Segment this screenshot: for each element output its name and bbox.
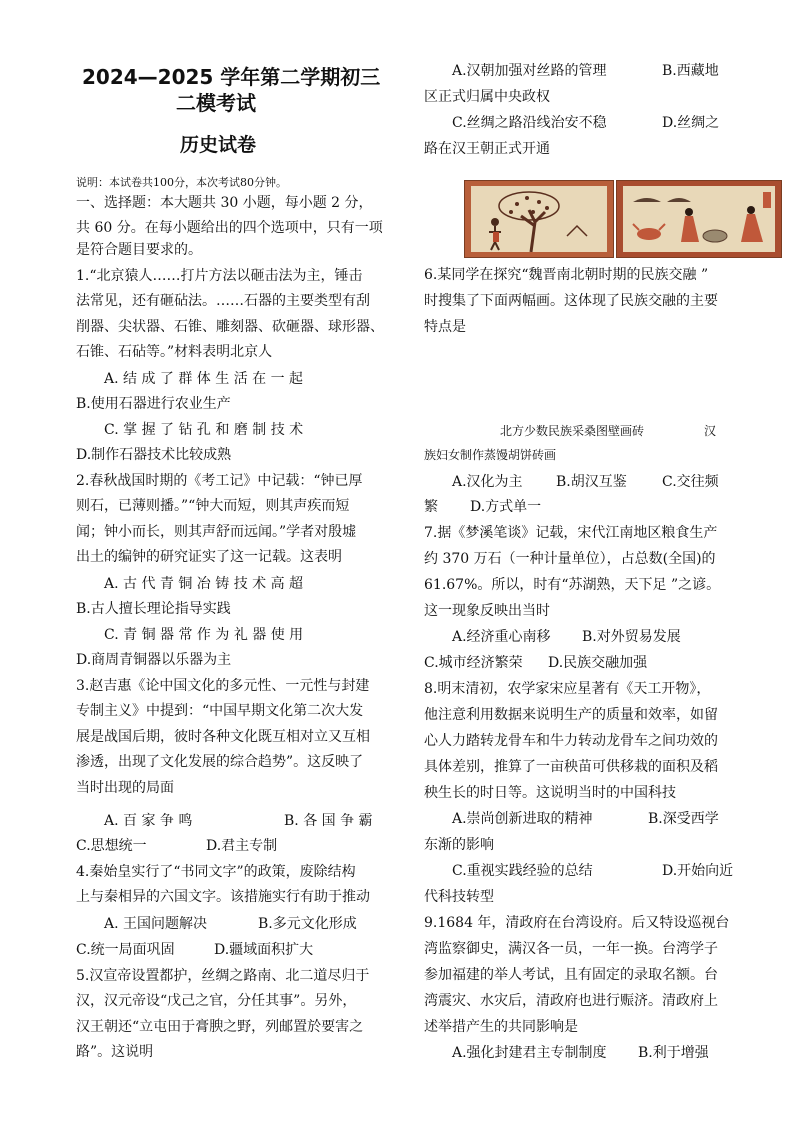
question-9: 参加福建的举人考试，且有固定的录取名额。台 xyxy=(424,967,718,983)
option-d[interactable]: D.商周青铜器以乐器为主 xyxy=(76,652,232,668)
option-b[interactable]: B.胡汉互鉴 xyxy=(556,474,627,490)
question-3: 专制主义》中提到：“中国早期文化第二次大发 xyxy=(76,703,364,719)
option-d[interactable]: D.民族交融加强 xyxy=(548,655,648,671)
exam-title: 2024—2025 学年第二学期初三 xyxy=(82,65,381,89)
option-b-cont: 区正式归属中央政权 xyxy=(424,89,550,105)
option-d[interactable]: D.方式单一 xyxy=(470,499,542,515)
option-d[interactable]: D.君主专制 xyxy=(206,838,278,854)
question-3: 3.赵吉惠《论中国文化的多元性、一元性与封建 xyxy=(76,678,370,694)
option-c-cont: 繁 xyxy=(424,499,438,515)
section-intro: 是符合题目要求的。 xyxy=(76,242,202,258)
option-b[interactable]: B.使用石器进行农业生产 xyxy=(76,396,231,412)
question-9: 述举措产生的共同影响是 xyxy=(424,1019,578,1035)
question-8: 秧生长的时日等。这说明当时的中国科技 xyxy=(424,785,676,801)
question-8: 心人力踏转龙骨车和牛力转动龙骨车之间功效的 xyxy=(424,733,718,749)
question-7: 这一现象反映出当时 xyxy=(424,603,550,619)
question-3: 渗透，出现了文化发展的综合趋势”。这反映了 xyxy=(76,754,364,770)
option-b[interactable]: B.古人擅长理论指导实践 xyxy=(76,601,231,617)
option-b[interactable]: B. 各 国 争 霸 xyxy=(284,813,373,829)
question-9: 湾监察御史，满汉各一员，一年一换。台湾学子 xyxy=(424,941,718,957)
question-2: 2.春秋战国时期的《考工记》中记载：“钟已厚 xyxy=(76,473,363,489)
section-intro: 共 60 分。在每小题给出的四个选项中，只有一项 xyxy=(76,220,383,236)
figure-caption: 汉 xyxy=(704,424,717,438)
option-a[interactable]: A.汉化为主 xyxy=(452,474,523,490)
question-2: 出土的编钟的研究证实了这一记载。这表明 xyxy=(76,549,342,565)
question-7: 61.67%。所以，时有“苏湖熟，天下足 ”之谚。 xyxy=(424,577,721,593)
figure-caption: 北方少数民族采桑图壁画砖 xyxy=(500,424,645,438)
question-8: 8.明末清初，农学家宋应星著有《天工开物》， xyxy=(424,681,711,697)
option-a[interactable]: A. 结 成 了 群 体 生 活 在 一 起 xyxy=(104,371,304,387)
mural-figure xyxy=(464,180,780,256)
option-c[interactable]: C.丝绸之路沿线治安不稳 xyxy=(452,115,607,131)
option-c[interactable]: C.城市经济繁荣 xyxy=(424,655,523,671)
question-2: 则石，已薄则播。”“钟大而短，则其声疾而短 xyxy=(76,498,350,514)
question-2: 闻；钟小而长，则其声舒而远闻。”学者对殷墟 xyxy=(76,524,357,540)
option-b-cont: 东渐的影响 xyxy=(424,837,494,853)
option-b[interactable]: B.利于增强 xyxy=(638,1045,709,1061)
question-1: 法常见，还有砸砧法。……石器的主要类型有刮 xyxy=(76,293,370,309)
option-b[interactable]: B.对外贸易发展 xyxy=(582,629,681,645)
section-intro: 一、选择题：本大题共 30 小题，每小题 2 分， xyxy=(76,195,373,211)
exam-title-line2: 二模考试 xyxy=(176,91,256,115)
option-b[interactable]: B.西藏地 xyxy=(662,63,719,79)
question-5: 路”。这说明 xyxy=(76,1044,154,1060)
option-a[interactable]: A.崇尚创新进取的精神 xyxy=(452,811,593,827)
option-c[interactable]: C.交往频 xyxy=(662,474,719,490)
option-d[interactable]: D.疆域面积扩大 xyxy=(214,942,314,958)
option-c[interactable]: C.思想统一 xyxy=(76,838,147,854)
exam-note: 说明：本试卷共100分，本次考试80分钟。 xyxy=(76,176,287,189)
option-b[interactable]: B.深受西学 xyxy=(648,811,719,827)
option-b[interactable]: B.多元文化形成 xyxy=(258,916,357,932)
question-1: 削器、尖状器、石锥、雕刻器、砍砸器、球形器、 xyxy=(76,319,384,335)
option-a[interactable]: A.经济重心南移 xyxy=(452,629,551,645)
option-c[interactable]: C.重视实践经验的总结 xyxy=(452,863,593,879)
option-a[interactable]: A. 百 家 争 鸣 xyxy=(104,813,193,829)
women-making-bread-mural-icon xyxy=(616,180,782,258)
question-5: 汉王朝还“立屯田于膏腴之野，列邮置於要害之 xyxy=(76,1019,364,1035)
question-5: 汉，汉元帝设“戊己之官，分任其事”。另外， xyxy=(76,993,357,1009)
question-4: 4.秦始皇实行了“书同文字”的政策，废除结构 xyxy=(76,864,356,880)
question-8: 具体差别，推算了一亩秧苗可供移栽的面积及稻 xyxy=(424,759,718,775)
option-a[interactable]: A. 王国问题解决 xyxy=(104,916,208,932)
question-1: 石锥、石砧等。”材料表明北京人 xyxy=(76,344,273,360)
mulberry-picking-mural-icon xyxy=(464,180,614,258)
option-d[interactable]: D.丝绸之 xyxy=(662,115,720,131)
option-a[interactable]: A.汉朝加强对丝路的管理 xyxy=(452,63,607,79)
option-d[interactable]: D.开始向近 xyxy=(662,863,734,879)
question-3: 展是战国后期，彼时各种文化既互相对立又互相 xyxy=(76,729,370,745)
option-d-cont: 代科技转型 xyxy=(424,889,494,905)
question-6: 时搜集了下面两幅画。这体现了民族交融的主要 xyxy=(424,293,718,309)
question-6: 特点是 xyxy=(424,319,466,335)
question-7: 约 370 万石（一种计量单位），占总数(全国)的 xyxy=(424,551,716,567)
question-9: 湾震灾、水灾后，清政府也进行赈济。清政府上 xyxy=(424,993,718,1009)
option-a[interactable]: A. 古 代 青 铜 冶 铸 技 术 高 超 xyxy=(104,576,304,592)
option-c[interactable]: C. 掌 握 了 钻 孔 和 磨 制 技 术 xyxy=(104,422,304,438)
option-d-cont: 路在汉王朝正式开通 xyxy=(424,141,550,157)
option-d[interactable]: D.制作石器技术比较成熟 xyxy=(76,447,232,463)
option-c[interactable]: C. 青 铜 器 常 作 为 礼 器 使 用 xyxy=(104,627,304,643)
question-6: 6.某同学在探究“魏晋南北朝时期的民族交融 ” xyxy=(424,267,709,283)
question-5: 5.汉宣帝设置都护，丝绸之路南、北二道尽归于 xyxy=(76,968,370,984)
question-7: 7.据《梦溪笔谈》记载，宋代江南地区粮食生产 xyxy=(424,525,718,541)
question-8: 他注意利用数据来说明生产的质量和效率，如留 xyxy=(424,707,718,723)
option-c[interactable]: C.统一局面巩固 xyxy=(76,942,175,958)
question-9: 9.1684 年，清政府在台湾设府。后又特设巡视台 xyxy=(424,915,730,931)
question-4: 上与秦相异的六国文字。该措施实行有助于推动 xyxy=(76,889,370,905)
figure-caption: 族妇女制作蒸馒胡饼砖画 xyxy=(424,448,557,462)
option-a[interactable]: A.强化封建君主专制制度 xyxy=(452,1045,607,1061)
question-1: 1.“北京猿人……打片方法以砸击法为主，锤击 xyxy=(76,268,363,284)
exam-subject: 历史试卷 xyxy=(180,134,257,156)
question-3: 当时出现的局面 xyxy=(76,780,174,796)
